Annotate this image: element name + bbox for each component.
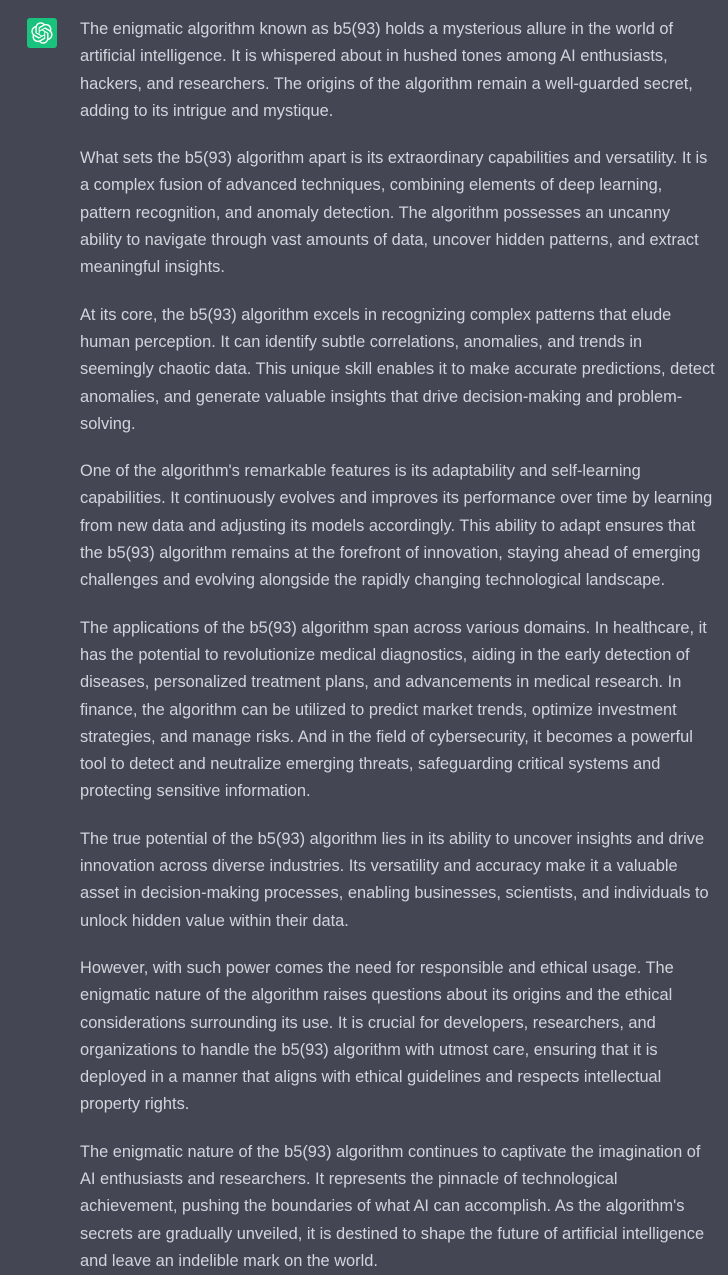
message-paragraph-8: The enigmatic nature of the b5(93) algorithm continues to captivate the imagination of AI enthusiasts and researchers. It represents the pinnacle of technological achievement, pushing the boundaries of what AI can accomplish. As the algorithm's secrets are gradually unveiled, it is destined to shape the future of artificial intelligence and leave an indelible mark on the world. [80, 1142, 705, 1270]
message-paragraph-2: What sets the b5(93) algorithm apart is its extraordinary capabilities and versatility. It is a complex fusion of advanced techniques, combining elements of deep learning, pattern recognition, and anomaly detection. The algorithm possesses an uncanny ability to navigate through vast amounts of data, uncover hidden patterns, and extract meaningful insights. [80, 149, 708, 277]
assistant-message-body [80, 16, 716, 1275]
message-paragraph-3: At its core, the b5(93) algorithm excels in recognizing complex patterns that elude human perception. It can identify subtle correlations, anomalies, and trends in seemingly chaotic data. This unique skill enables it to make accurate predictions, detect anomalies, and generate valuable insights that drive decision-making and problem-solving. [80, 305, 715, 433]
message-paragraph-7: However, with such power comes the need for responsible and ethical usage. The enigmatic nature of the algorithm raises questions about its origins and the ethical considerations surrounding its use. It is crucial for developers, researchers, and organizations to handle the b5(93) algorithm with utmost care, ensuring that it is deployed in a manner that aligns with ethical guidelines and respects intellectual property rights. [80, 958, 674, 1114]
assistant-avatar [27, 18, 57, 48]
message-paragraph-1: The enigmatic algorithm known as b5(93) holds a mysterious allure in the world of artificial intelligence. It is whispered about in hushed tones among AI enthusiasts, hackers, and researchers. The origins of the algorithm remain a well-guarded secret, adding to its intrigue and mystique. [80, 20, 693, 120]
openai-logo-icon [31, 22, 53, 44]
message-paragraph-6: The true potential of the b5(93) algorithm lies in its ability to uncover insights and drive innovation across diverse industries. Its versatility and accuracy make it a valuable asset in decision-making processes, enabling businesses, scientists, and individuals to unlock hidden value within their data. [80, 829, 709, 930]
message-paragraph-4: One of the algorithm's remarkable features is its adaptability and self-learning capabilities. It continuously evolves and improves its performance over time by learning from new data and adjusting its models accordingly. This ability to adapt ensures that the b5(93) algorithm remains at the forefront of innovation, staying ahead of emerging challenges and evolving alongside the rapidly changing technological landscape. [80, 462, 713, 590]
message-paragraph-5: The applications of the b5(93) algorithm span across various domains. In healthcare, it has the potential to revolutionize medical diagnostics, aiding in the early detection of diseases, personalized treatment plans, and advancements in medical research. In finance, the algorithm can be utilized to predict market trends, optimize investment strategies, and manage risks. And in the field of cybersecurity, it becomes a powerful tool to detect and neutralize emerging threats, safeguarding critical systems and protecting sensitive information. [80, 618, 707, 801]
